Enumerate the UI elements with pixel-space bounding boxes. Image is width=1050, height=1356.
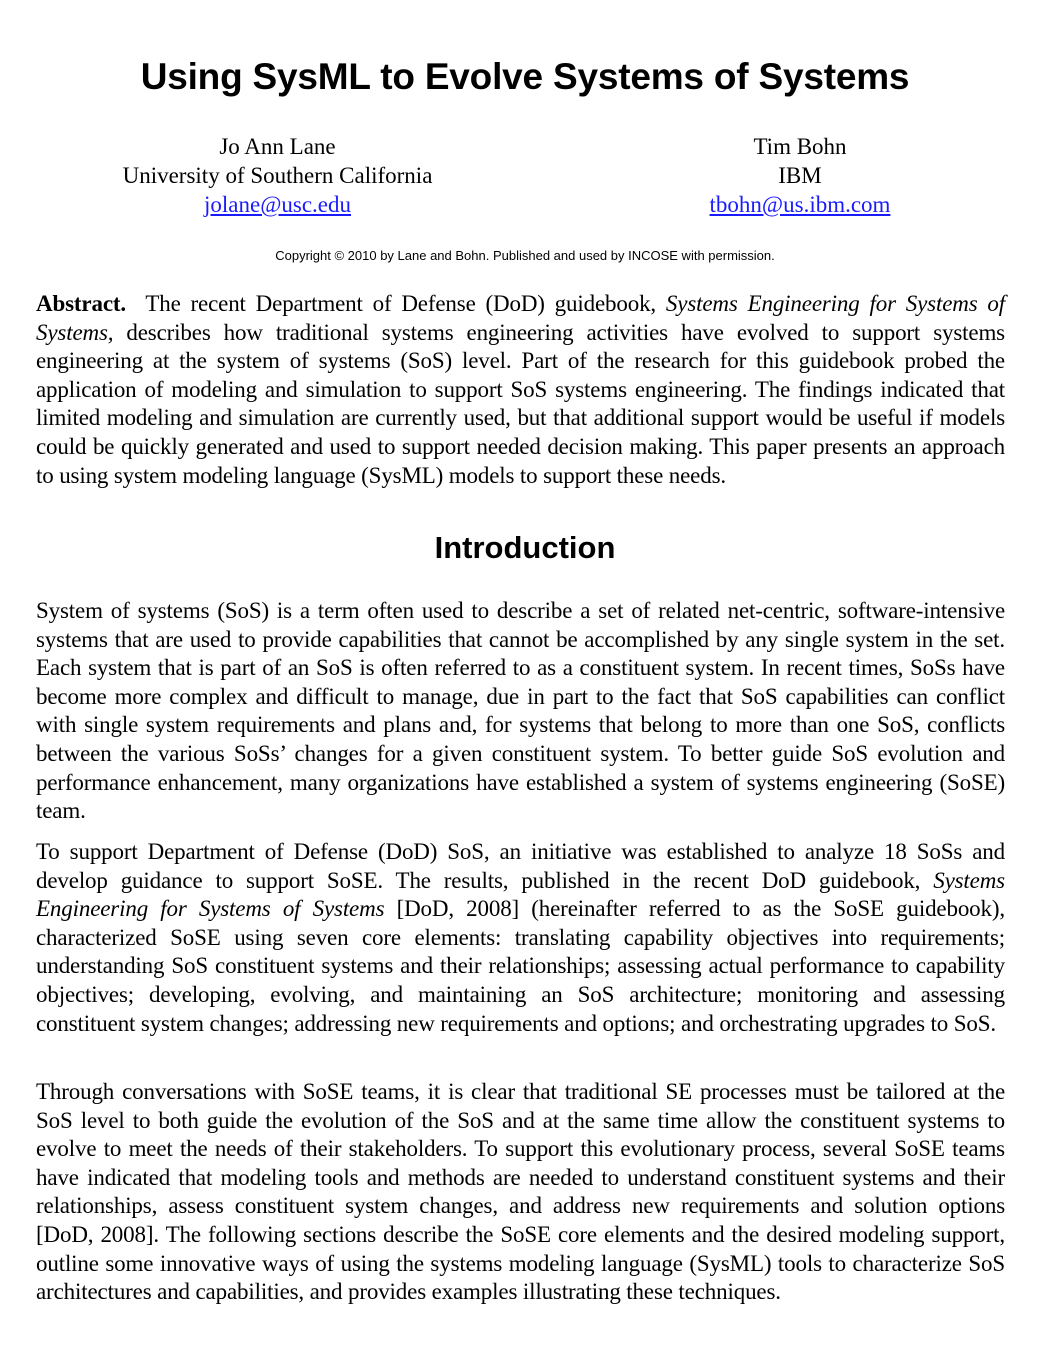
author-affiliation: University of Southern California xyxy=(122,163,433,188)
paragraph-text: [DoD, 2008] (hereinafter referred to as the SoSE guidebook), characterized SoSE using seven core elements: translating capability objectives into requirements; understanding SoS constituent systems and their relationships; assessing actual performance to capability objectives; developing, evolving, and maintaining an SoS architecture; monitoring and assessing constituent system changes; addressing new requirements and options; and orchestrating upgrades to SoS. xyxy=(36,896,1005,1036)
author-affiliation: IBM xyxy=(778,163,822,188)
author-email-link[interactable]: tbohn@us.ibm.com xyxy=(709,192,891,217)
author-name: Tim Bohn xyxy=(753,134,847,159)
abstract-text: The recent Department of Defense (DoD) guidebook, xyxy=(126,291,666,316)
abstract-label: Abstract. xyxy=(36,291,126,316)
author-block-lane xyxy=(100,132,455,219)
author-email-link[interactable]: jolane@usc.edu xyxy=(204,192,351,217)
author-name: Jo Ann Lane xyxy=(219,134,336,159)
intro-paragraph-1: System of systems (SoS) is a term often used to describe a set of related net-centric, software-intensive systems that are used to provide capabilities that cannot be accomplished by any single system in the set. Each system that is part of an SoS is often referred to as a constituent system. In recent times, SoSs have become more complex and difficult to manage, due in part to the fact that SoS capabilities can conflict with single system requirements and plans and, for systems that belong to more than one SoS, conflicts between the various SoSs’ changes for a given constituent system. To better guide SoS evolution and performance enhancement, many organizations have established a system of systems engineering (SoSE) team. xyxy=(36,598,1005,824)
abstract-guidebook-title: Systems Engineering for Systems of Systems, xyxy=(36,291,1005,345)
paragraph-text: To support Department of Defense (DoD) SoS, an initiative was established to analyze 18 SoSs and develop guidance to support SoSE. The results, published in the recent DoD guidebook, xyxy=(36,839,1005,893)
section-heading-introduction: Introduction xyxy=(434,530,616,565)
paper-title: Using SysML to Evolve Systems of Systems xyxy=(140,56,910,97)
abstract xyxy=(36,290,1005,490)
intro-paragraph-3: Through conversations with SoSE teams, it is clear that traditional SE processes must be tailored at the SoS level to both guide the evolution of the SoS and at the same time allow the constituent systems to evolve to meet the needs of their stakeholders. To support this evolutionary process, several SoSE teams have indicated that modeling tools and methods are needed to understand constituent systems and their relationships, assess constituent system changes, and address new requirements and solution options [DoD, 2008]. The following sections describe the SoSE core elements and the desired modeling support, outline some innovative ways of using the systems modeling language (SysML) tools to characterize SoS architectures and capabilities, and provides examples illustrating these techniques. xyxy=(36,1079,1005,1305)
author-block-bohn xyxy=(690,132,910,219)
copyright-notice: Copyright © 2010 by Lane and Bohn. Published and used by INCOSE with permission. xyxy=(275,248,775,263)
abstract-text: describes how traditional systems engineering activities have evolved to support systems engineering at the system of systems (SoS) level. Part of the research for this guidebook probed the application of modeling and simulation to support SoS systems engineering. The findings indicated that limited modeling and simulation are currently used, but that additional support would be useful if models could be quickly generated and used to support needed decision making. This paper presents an approach to using system modeling language (SysML) models to support these needs. xyxy=(36,319,1005,488)
guidebook-title: Systems Engineering for Systems of Systems xyxy=(36,867,1005,922)
intro-paragraph-2 xyxy=(36,838,1005,1038)
